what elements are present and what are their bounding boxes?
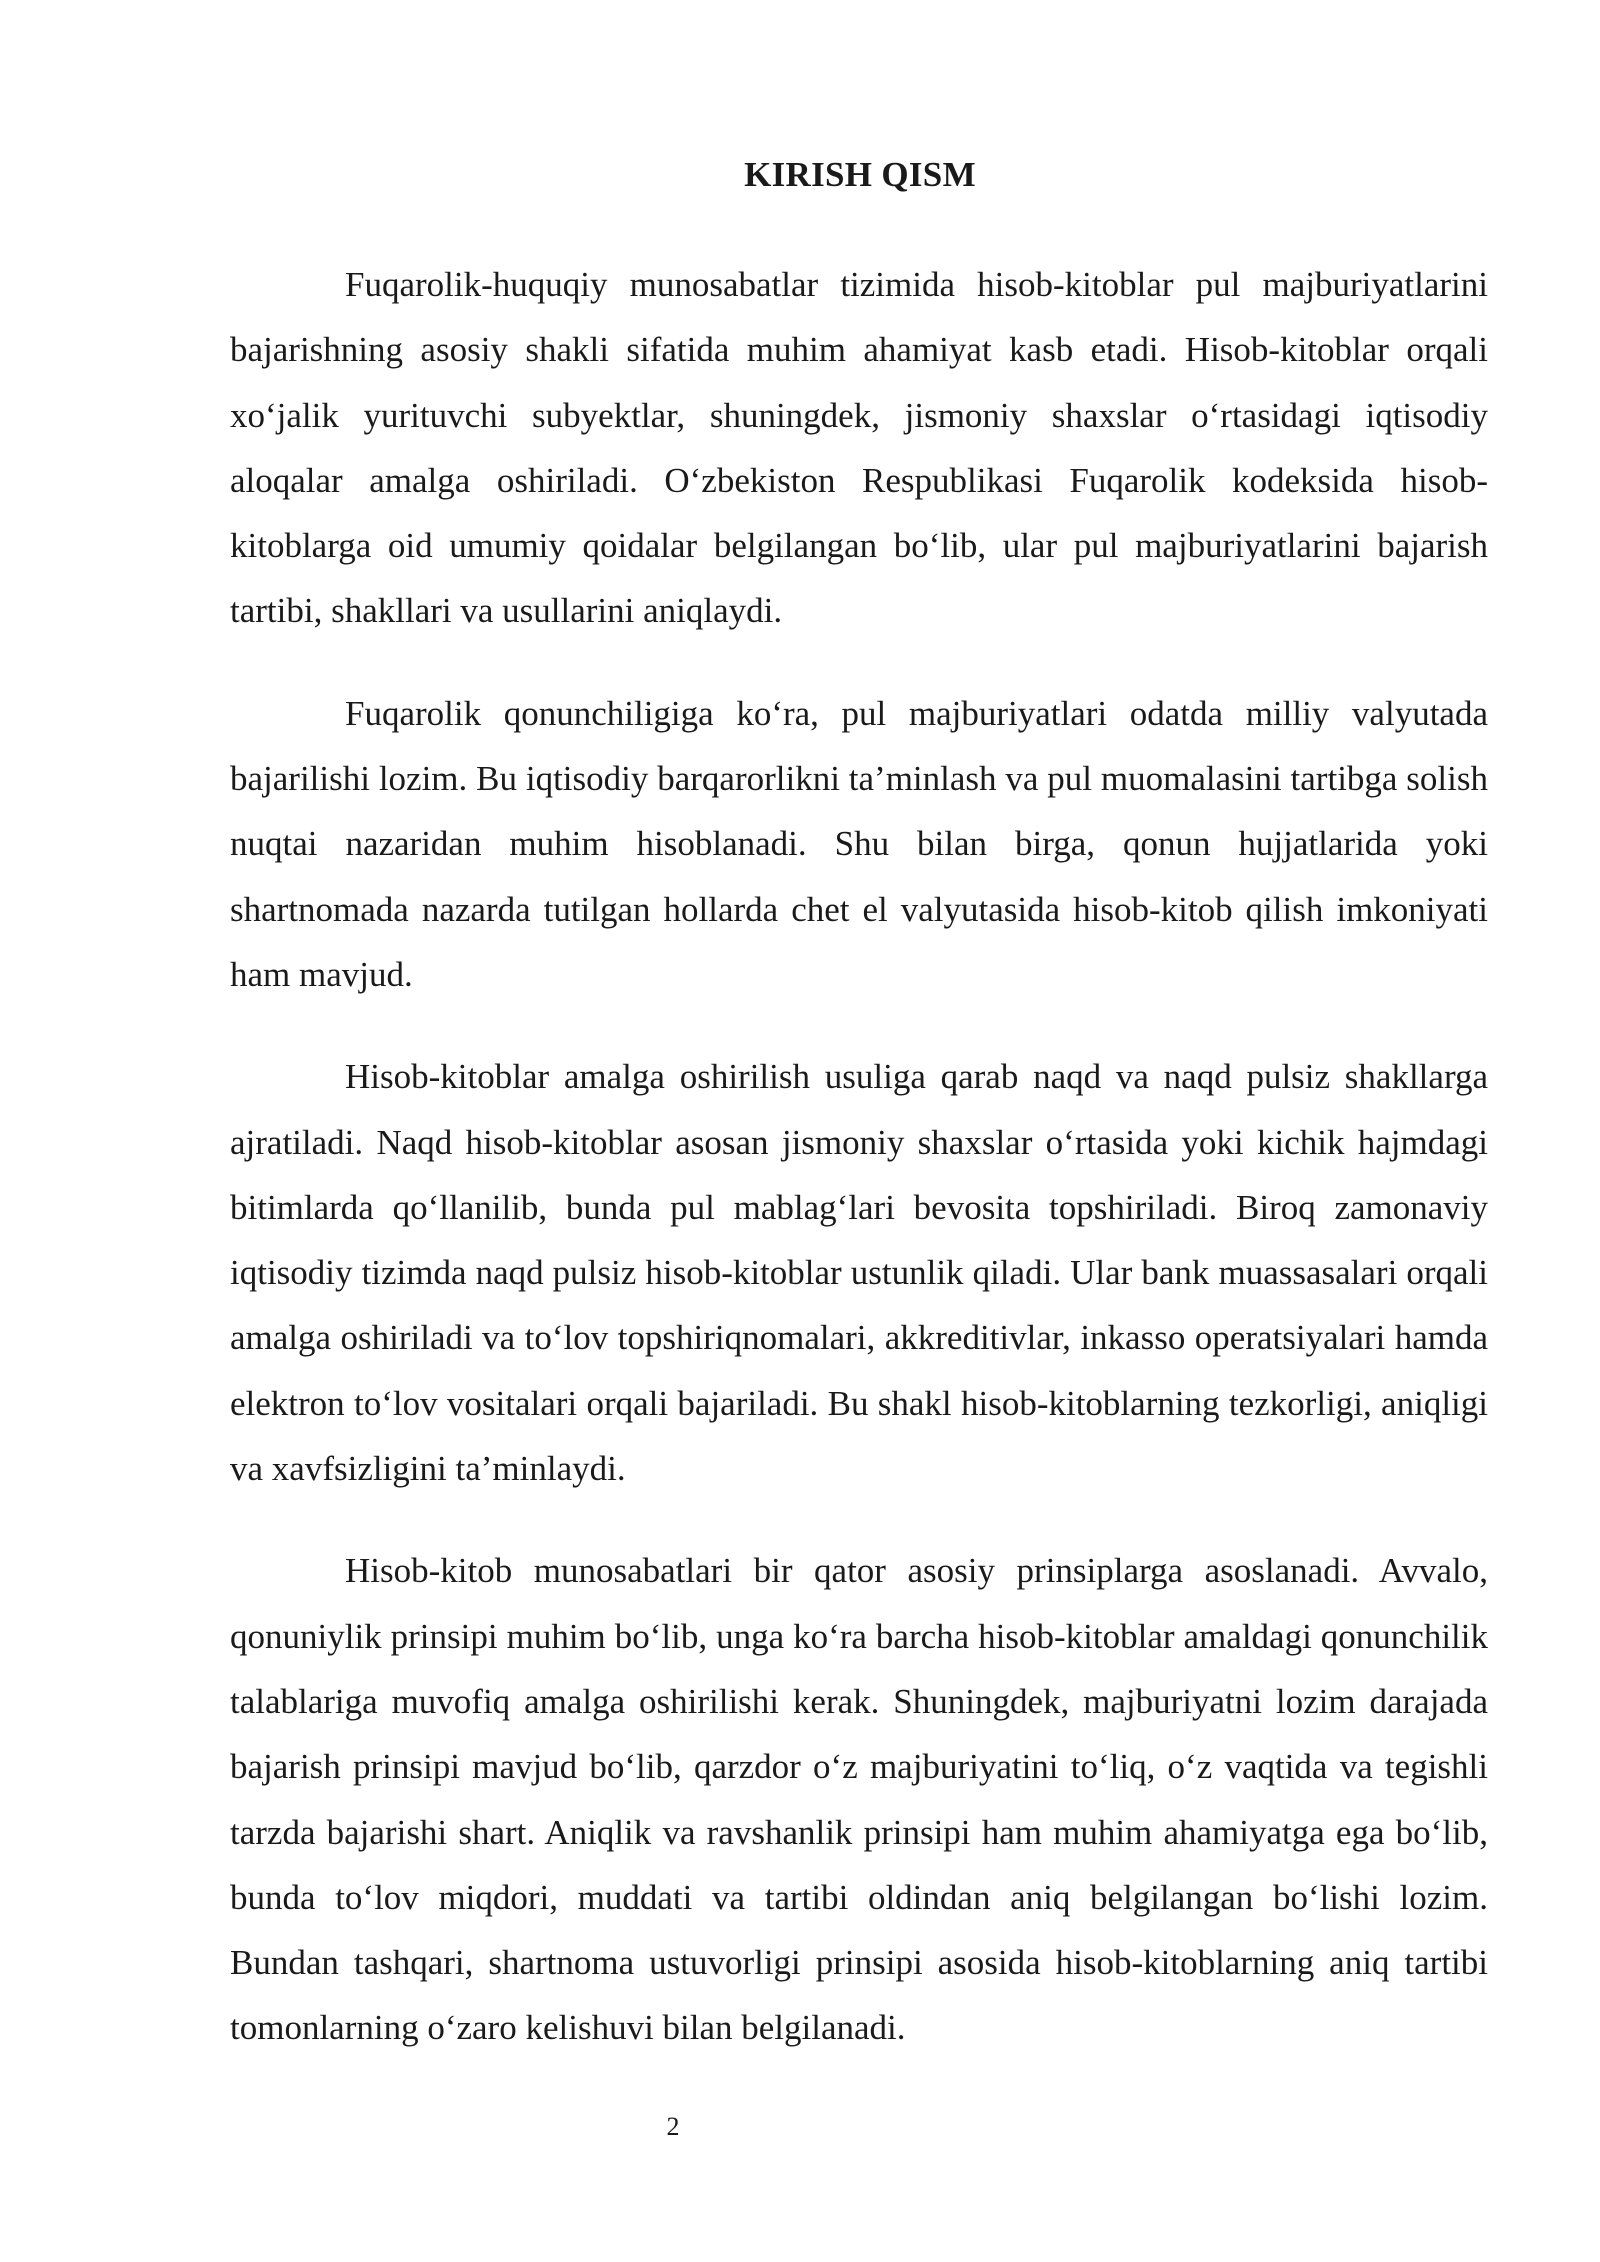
page-number: 2 — [666, 2112, 680, 2141]
section-title: KIRISH QISM — [744, 155, 976, 194]
paragraph-1: Fuqarolik-huquqiy munosabatlar tizimida hisob-kitoblar pul majburiyatlarini bajarishning asosiy shakli sifatida muhim ahamiyat kasb etadi. Hisob-kitoblar orqali xo‘jalik yurituvchi subyektlar, shuningdek, jismoniy shaxslar o‘rtasidagi iqtisodiy aloqalar amalga oshiriladi. O‘zbekiston Respublikasi Fuqarolik kodeksida hisob-kitoblarga oid umumiy qoidalar belgilangan bo‘lib, ular pul majburiyatlarini bajarish tartibi, shakllari va usullarini aniqlaydi. — [230, 265, 1488, 631]
body-text — [230, 252, 1488, 2098]
paragraph-3: Hisob-kitoblar amalga oshirilish usuliga qarab naqd va naqd pulsiz shakllarga ajratiladi. Naqd hisob-kitoblar asosan jismoniy shaxslar o‘rtasida yoki kichik hajmdagi bitimlarda qo‘llanilib, bunda pul mablag‘lari bevosita topshiriladi. Biroq zamonaviy iqtisodiy tizimda naqd pulsiz hisob-kitoblar ustunlik qiladi. Ular bank muassasalari orqali amalga oshiriladi va to‘lov topshiriqnomalari, akkreditivlar, inkasso operatsiyalari hamda elektron to‘lov vositalari orqali bajariladi. Bu shakl hisob-kitoblarning tezkorligi, aniqligi va xavfsizligini ta’minlaydi. — [230, 1057, 1488, 1489]
paragraph-2: Fuqarolik qonunchiligiga ko‘ra, pul majburiyatlari odatda milliy valyutada bajarilishi lozim. Bu iqtisodiy barqarorlikni ta’minlash va pul muomalasini tartibga solish nuqtai nazaridan muhim hisoblanadi. Shu bilan birga, qonun hujjatlarida yoki shartnomada nazarda tutilgan hollarda chet el valyutasida hisob-kitob qilish imkoniyati ham mavjud. — [230, 693, 1488, 994]
paragraph-4: Hisob-kitob munosabatlari bir qator asosiy prinsiplarga asoslanadi. Avvalo, qonuniylik prinsipi muhim bo‘lib, unga ko‘ra barcha hisob-kitoblar amaldagi qonunchilik talablariga muvofiq amalga oshirilishi kerak. Shuningdek, majburiyatni lozim darajada bajarish prinsipi mavjud bo‘lib, qarzdor o‘z majburiyatini to‘liq, o‘z vaqtida va tegishli tarzda bajarishi shart. Aniqlik va ravshanlik prinsipi ham muhim ahamiyatga ega bo‘lib, bunda to‘lov miqdori, muddati va tartibi oldindan aniq belgilangan bo‘lishi lozim. Bundan tashqari, shartnoma ustuvorligi prinsipi asosida hisob-kitoblarning aniq tartibi tomonlarning o‘zaro kelishuvi bilan belgilanadi. — [230, 1551, 1488, 2048]
